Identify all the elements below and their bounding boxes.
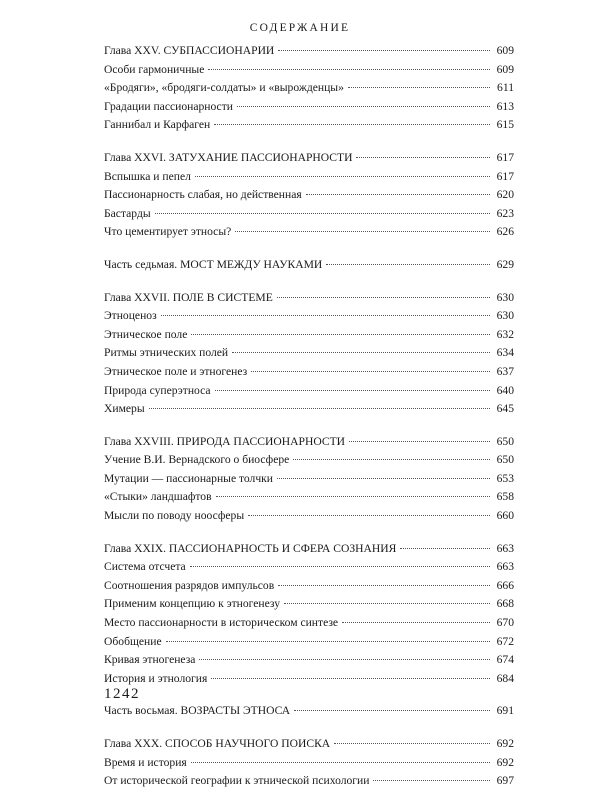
toc-entry-page: 632 — [496, 327, 514, 341]
toc-entry-page: 626 — [496, 225, 514, 239]
toc-entry — [104, 168, 514, 187]
toc-entry — [104, 735, 514, 754]
dot-leader — [149, 408, 490, 409]
toc-entry — [104, 289, 514, 308]
toc-entry — [104, 149, 514, 168]
toc-entry-title: От исторической географии к этнической психологии — [104, 774, 370, 788]
dot-leader — [216, 496, 490, 497]
toc-group — [104, 702, 514, 721]
toc-entry — [104, 433, 514, 452]
toc-entry-page: 697 — [496, 774, 514, 788]
toc-entry-title: Соотношения разрядов импульсов — [104, 578, 275, 592]
dot-leader — [278, 585, 490, 586]
toc-entry — [104, 42, 514, 61]
toc-entry-page: 663 — [496, 541, 514, 555]
toc-entry-page: 650 — [496, 453, 514, 467]
toc-entry — [104, 540, 514, 559]
toc-entry-page: 645 — [496, 402, 514, 416]
toc-group — [104, 42, 514, 135]
dot-leader — [208, 69, 490, 70]
toc-entry-page: 691 — [496, 704, 514, 718]
dot-leader — [199, 659, 490, 660]
running-head: СОДЕРЖАНИЕ — [249, 22, 351, 34]
dot-leader — [190, 566, 490, 567]
toc-entry-title: Мысли по поводу ноосферы — [104, 509, 245, 523]
dot-leader — [356, 157, 490, 158]
toc-entry — [104, 363, 514, 382]
dot-leader — [373, 780, 490, 781]
dot-leader — [284, 603, 490, 604]
dot-leader — [349, 441, 490, 442]
toc-group — [104, 433, 514, 526]
toc-entry-page: 609 — [496, 62, 514, 76]
toc-entry-title: Ганнибал и Карфаген — [104, 118, 211, 132]
toc-entry-page: 613 — [496, 99, 514, 113]
dot-leader — [348, 87, 490, 88]
toc-entry-title: Глава XXX. СПОСОБ НАУЧНОГО ПОИСКА — [104, 737, 331, 750]
toc-entry — [104, 186, 514, 205]
dot-leader — [155, 213, 490, 214]
toc-entry — [104, 670, 514, 689]
dot-leader — [400, 548, 490, 549]
dot-leader — [294, 710, 490, 711]
toc-entry-title: Глава XXVI. ЗАТУХАНИЕ ПАССИОНАРНОСТИ — [104, 150, 353, 164]
toc-entry-page: 653 — [496, 471, 514, 485]
toc-entry-title: Вспышка и пепел — [104, 169, 191, 183]
toc-entry-title: Этноценоз — [104, 309, 157, 323]
dot-leader — [334, 743, 490, 744]
dot-leader — [237, 106, 490, 107]
toc-entry-page: 658 — [496, 490, 514, 504]
toc-entry-title: Что цементирует этносы? — [104, 225, 232, 239]
dot-leader — [161, 315, 490, 316]
toc-entry-title: Пассионарность слабая, но действенная — [104, 188, 302, 202]
toc-entry — [104, 772, 514, 791]
dot-leader — [277, 297, 490, 298]
toc-entry — [104, 61, 514, 80]
toc-entry-title: Особи гармоничные — [104, 62, 205, 76]
dot-leader — [232, 352, 490, 353]
toc-group — [104, 540, 514, 689]
dot-leader — [191, 334, 490, 335]
dot-leader — [293, 459, 490, 460]
toc-entry — [104, 79, 514, 98]
toc-entry-title: Глава XXVIII. ПРИРОДА ПАССИОНАРНОСТИ — [104, 434, 346, 448]
toc-entry — [104, 488, 514, 507]
toc-entry-title: Часть восьмая. ВОЗРАСТЫ ЭТНОСА — [104, 704, 291, 718]
toc-entry-page: 660 — [496, 509, 514, 523]
dot-leader — [215, 390, 490, 391]
toc-entry — [104, 116, 514, 135]
toc-entry-title: Место пассионарности в историческом синтезе — [104, 616, 339, 630]
toc-entry-title: Время и история — [104, 755, 187, 769]
toc-entry-page: 617 — [496, 169, 514, 183]
toc-entry-title: Система отсчета — [104, 560, 186, 574]
toc-entry — [104, 451, 514, 470]
toc-entry-page: 650 — [496, 434, 514, 448]
toc-entry-page: 674 — [496, 653, 514, 667]
toc-group — [104, 289, 514, 419]
toc-entry-page: 640 — [496, 383, 514, 397]
toc-entry-title: Ритмы этнических полей — [104, 346, 229, 360]
toc-entry — [104, 507, 514, 526]
dot-leader — [195, 176, 490, 177]
toc-entry-page: 692 — [496, 737, 514, 750]
toc-entry-page: 666 — [496, 578, 514, 592]
toc-entry-title: Бастарды — [104, 206, 151, 220]
toc-entry — [104, 256, 514, 275]
dot-leader — [191, 762, 490, 763]
toc-entry — [104, 326, 514, 345]
toc-entry-page: 615 — [496, 118, 514, 132]
toc-entry-title: Часть седьмая. МОСТ МЕЖДУ НАУКАМИ — [104, 257, 323, 271]
toc-entry — [104, 307, 514, 326]
toc-entry-title: «Бродяги», «бродяги-солдаты» и «вырожденцы» — [104, 81, 344, 95]
toc-entry-page: 611 — [497, 81, 514, 95]
toc-entry-page: 637 — [496, 364, 514, 378]
toc-entry — [104, 400, 514, 419]
toc-entry — [104, 558, 514, 577]
dot-leader — [326, 264, 490, 265]
dot-leader — [278, 50, 490, 51]
dot-leader — [166, 641, 490, 642]
toc-entry — [104, 344, 514, 363]
toc-entry-title: Этническое поле — [104, 327, 188, 341]
dot-leader — [306, 194, 490, 195]
toc-entry — [104, 223, 514, 242]
page-number: 1242 — [104, 686, 140, 702]
dot-leader — [251, 371, 490, 372]
toc-entry-page: 609 — [496, 44, 514, 57]
dot-leader — [214, 124, 490, 125]
toc-entry-page: 629 — [496, 257, 514, 271]
toc-entry — [104, 470, 514, 489]
dot-leader — [342, 622, 490, 623]
toc-entry-title: Обобщение — [104, 634, 162, 648]
toc-entry-page: 623 — [496, 206, 514, 220]
dot-leader — [211, 678, 490, 679]
toc-entry-title: Глава XXVII. ПОЛЕ В СИСТЕМЕ — [104, 290, 273, 304]
toc-entry-page: 684 — [496, 671, 514, 685]
toc-entry-title: Глава XXIX. ПАССИОНАРНОСТЬ И СФЕРА СОЗНАНИЯ — [104, 541, 397, 555]
toc-entry-title: «Стыки» ландшафтов — [104, 490, 212, 504]
toc-entry-page: 672 — [496, 634, 514, 648]
toc-entry-page: 670 — [496, 616, 514, 630]
toc-entry-title: Мутации — пассионарные толчки — [104, 471, 274, 485]
toc-entry-title: Этническое поле и этногенез — [104, 364, 248, 378]
toc-group — [104, 256, 514, 275]
toc-entry — [104, 577, 514, 596]
toc-entry-title: Природа суперэтноса — [104, 383, 211, 397]
dot-leader — [248, 515, 490, 516]
toc-group — [104, 149, 514, 242]
toc-entry-title: Глава XXV. СУБПАССИОНАРИИ — [104, 44, 275, 57]
toc-entry — [104, 633, 514, 652]
dot-leader — [277, 478, 490, 479]
dot-leader — [235, 231, 490, 232]
toc-entry — [104, 614, 514, 633]
toc-entry — [104, 205, 514, 224]
toc-entry-page: 617 — [496, 150, 514, 164]
toc-entry-title: Градации пассионарности — [104, 99, 233, 113]
toc-entry-page: 634 — [496, 346, 514, 360]
toc-entry-page: 630 — [496, 309, 514, 323]
toc-entry-page: 663 — [496, 560, 514, 574]
toc-entry-page: 620 — [496, 188, 514, 202]
toc-entry-title: Химеры — [104, 402, 145, 416]
toc-entry — [104, 702, 514, 721]
toc-entry — [104, 98, 514, 117]
toc-entry-title: История и этнология — [104, 671, 208, 685]
toc-entry — [104, 595, 514, 614]
table-of-contents — [104, 42, 514, 805]
toc-entry-page: 630 — [496, 290, 514, 304]
toc-entry-title: Учение В.И. Вернадского о биосфере — [104, 453, 290, 467]
toc-entry — [104, 382, 514, 401]
toc-entry — [104, 651, 514, 670]
toc-group — [104, 735, 514, 791]
toc-entry-page: 668 — [496, 597, 514, 611]
toc-entry — [104, 754, 514, 773]
toc-entry-title: Применим концепцию к этногенезу — [104, 597, 281, 611]
toc-entry-page: 692 — [496, 755, 514, 769]
toc-entry-title: Кривая этногенеза — [104, 653, 196, 667]
